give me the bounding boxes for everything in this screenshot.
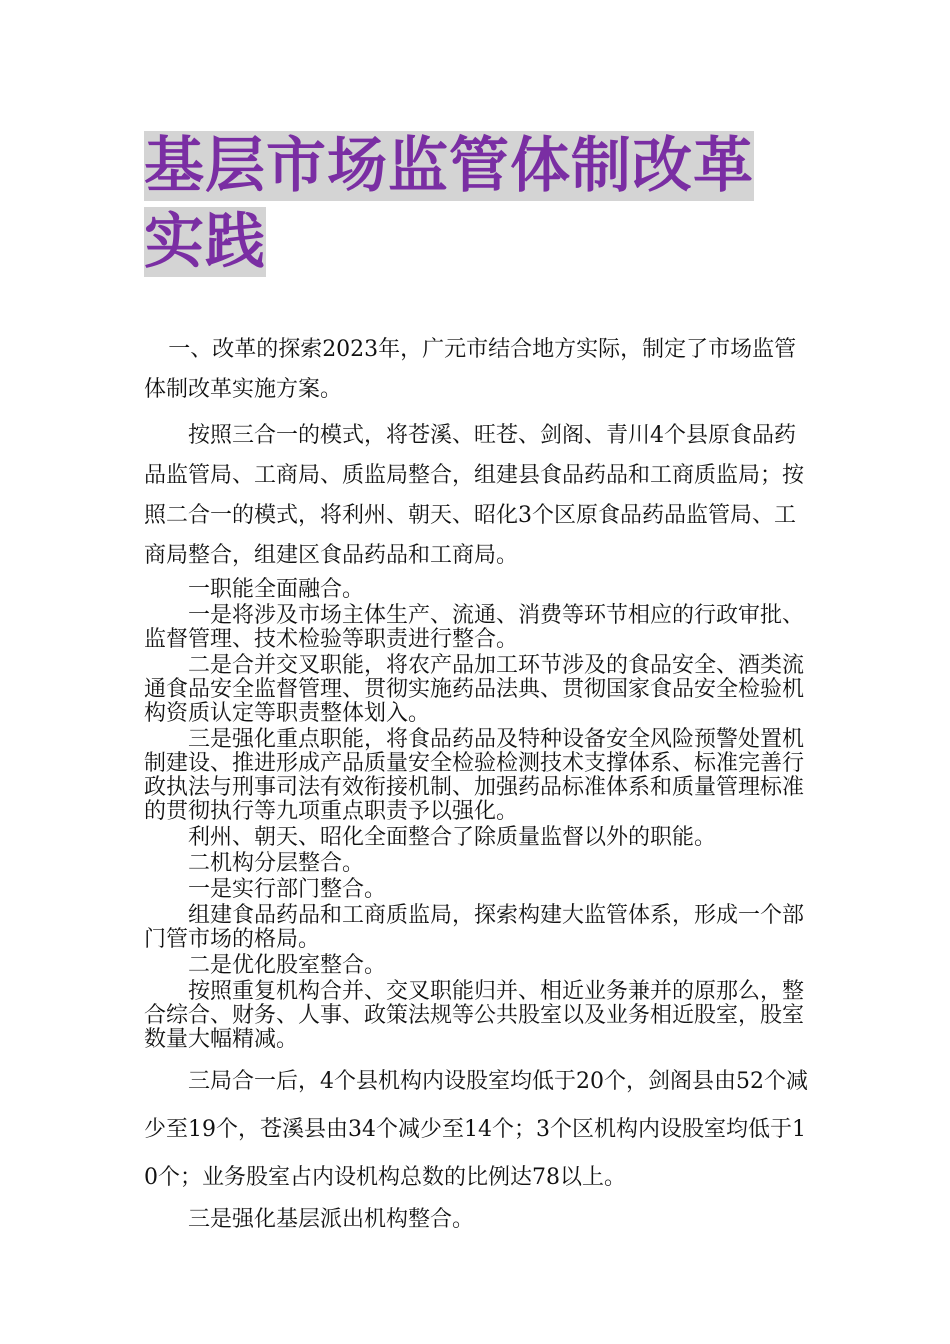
paragraph-3: 一职能全面融合。	[188, 577, 365, 602]
paragraph-2: 按照三合一的模式，将苍溪、旺苍、剑阁、青川4个县原食品药品监管局、工商局、质监局整合，组建县食品药品和工商质监局；按照二合一的模式，将利州、朝天、昭化3个区原食品药品监管局、工商局整合，组建区食品药品和工商局。	[144, 423, 805, 568]
paragraph-1: 一、改革的探索2023年，广元市结合地方实际，制定了市场监管体制改革实施方案。	[144, 337, 797, 402]
paragraph-11: 二是优化股室整合。	[188, 953, 387, 978]
paragraph-13: 三局合一后，4个县机构内设股室均低于20个，剑阁县由52个减少至19个，苍溪县由34个减少至14个；3个区机构内设股室均低于10个；业务股室占内设机构总数的比例达78以上。	[144, 1069, 808, 1190]
paragraph-12: 按照重复机构合并、交叉职能归并、相近业务兼并的原那么，整合综合、财务、人事、政策法规等公共股室以及业务相近股室，股室数量大幅精减。	[144, 979, 805, 1052]
paragraph-4: 一是将涉及市场主体生产、流通、消费等环节相应的行政审批、监督管理、技术检验等职责进行整合。	[144, 603, 805, 652]
paragraph-5: 二是合并交叉职能，将农产品加工环节涉及的食品安全、酒类流通食品安全监督管理、贯彻实施药品法典、贯彻国家食品安全检验机构资质认定等职责整体划入。	[144, 653, 805, 726]
paragraph-8: 二机构分层整合。	[188, 851, 365, 876]
paragraph-14: 三是强化基层派出机构整合。	[188, 1207, 475, 1232]
paragraph-6: 三是强化重点职能，将食品药品及特种设备安全风险预警处置机制建设、推进形成产品质量安全检验检测技术支撑体系、标准完善行政执法与刑事司法有效衔接机制、加强药品标准体系和质量管理标准的贯彻执行等九项重点职责予以强化。	[144, 727, 805, 824]
document-body	[144, 330, 808, 1232]
document-title	[144, 128, 814, 280]
paragraph-7: 利州、朝天、昭化全面整合了除质量监督以外的职能。	[188, 825, 717, 850]
paragraph-10: 组建食品药品和工商质监局，探索构建大监管体系，形成一个部门管市场的格局。	[144, 903, 805, 952]
title-highlight: 基层市场监管体制改革实践	[144, 131, 754, 277]
paragraph-9: 一是实行部门整合。	[188, 877, 387, 902]
